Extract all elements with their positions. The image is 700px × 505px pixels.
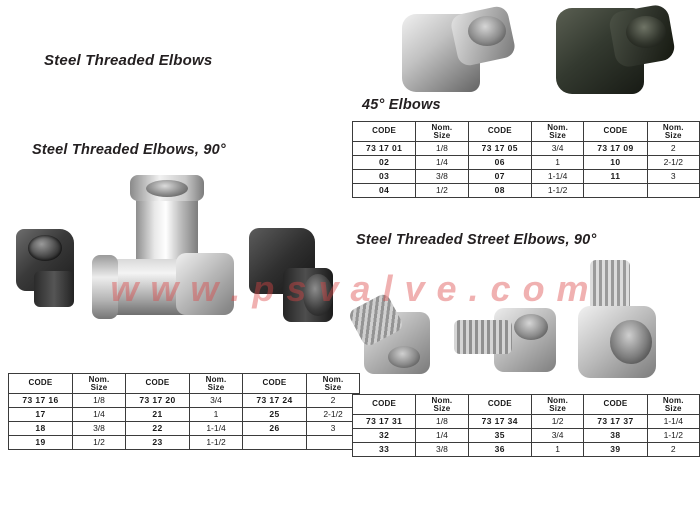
cell-code: 38: [584, 429, 647, 443]
cell-size: 3/4: [531, 142, 583, 156]
table-row: [9, 408, 360, 422]
cell-size: [647, 184, 699, 198]
product-image-street-elbow-2: [452, 294, 568, 386]
cell-size: 1/4: [73, 408, 126, 422]
page-title: Steel Threaded Elbows: [44, 52, 213, 69]
cell-size: 3/4: [531, 429, 583, 443]
table-row: [353, 170, 700, 184]
header-size-3: Nom. Size: [647, 122, 699, 142]
cell-code: 73 17 34: [468, 415, 531, 429]
cell-code: 07: [468, 170, 531, 184]
header-size-1: Nom. Size: [73, 374, 126, 394]
cell-size: 3/4: [190, 394, 243, 408]
cell-size: 3: [307, 422, 360, 436]
product-image-street-elbow-3: [566, 258, 686, 384]
cell-code: 33: [353, 443, 416, 457]
header-code-3: CODE: [584, 395, 647, 415]
cell-size: 1/8: [73, 394, 126, 408]
cell-size: 1/4: [416, 156, 468, 170]
cell-code: 25: [243, 408, 307, 422]
cell-code: 73 17 20: [126, 394, 190, 408]
product-image-silver-90-elbow-large: [92, 175, 242, 325]
cell-size: 1-1/4: [190, 422, 243, 436]
cell-code: [584, 184, 647, 198]
cell-code: 06: [468, 156, 531, 170]
table-header-row: [9, 374, 360, 394]
cell-size: 3/8: [73, 422, 126, 436]
product-image-silver-45-elbow: [398, 6, 518, 98]
header-size-3: Nom. Size: [307, 374, 360, 394]
cell-code: 73 17 24: [243, 394, 307, 408]
table-row: [353, 184, 700, 198]
cell-code: 32: [353, 429, 416, 443]
table-elbows-90: [8, 373, 360, 450]
watermark: w w w . p s v a l v e . c o m: [110, 268, 590, 309]
header-code-1: CODE: [353, 395, 416, 415]
cell-size: 2-1/2: [647, 156, 699, 170]
header-size-1: Nom. Size: [416, 395, 468, 415]
table-street-elbows-90: [352, 394, 700, 457]
cell-size: 1-1/4: [531, 170, 583, 184]
product-image-black-45-elbow: [550, 2, 680, 100]
cell-code: 22: [126, 422, 190, 436]
cell-code: 39: [584, 443, 647, 457]
product-image-black-90-elbow-large: [243, 222, 343, 332]
cell-size: 1: [531, 156, 583, 170]
cell-size: 2: [647, 142, 699, 156]
cell-code: 17: [9, 408, 73, 422]
section-title-street-elbows-90: Steel Threaded Street Elbows, 90°: [356, 232, 597, 248]
table-row: [9, 394, 360, 408]
cell-size: 1/2: [73, 436, 126, 450]
cell-code: [243, 436, 307, 450]
table-elbows-45: [352, 121, 700, 198]
cell-size: 1/4: [416, 429, 468, 443]
cell-size: 1/2: [416, 184, 468, 198]
table-row: [353, 429, 700, 443]
cell-size: 1-1/2: [647, 429, 699, 443]
cell-code: 73 17 09: [584, 142, 647, 156]
cell-size: 3/8: [416, 443, 468, 457]
cell-size: 1: [531, 443, 583, 457]
header-size-2: Nom. Size: [190, 374, 243, 394]
header-code-2: CODE: [468, 395, 531, 415]
header-size-3: Nom. Size: [647, 395, 699, 415]
cell-code: 73 17 01: [353, 142, 416, 156]
cell-size: 2-1/2: [307, 408, 360, 422]
cell-size: 3: [647, 170, 699, 184]
product-image-black-90-elbow-small: [8, 215, 86, 315]
table-row: [353, 443, 700, 457]
cell-code: 73 17 16: [9, 394, 73, 408]
table-row: [9, 436, 360, 450]
cell-code: 73 17 05: [468, 142, 531, 156]
cell-size: 1-1/2: [190, 436, 243, 450]
table-row: [9, 422, 360, 436]
cell-size: 1-1/4: [647, 415, 699, 429]
cell-code: 73 17 37: [584, 415, 647, 429]
cell-size: 2: [647, 443, 699, 457]
table-row: [353, 142, 700, 156]
table-row: [353, 156, 700, 170]
table-header-row: [353, 122, 700, 142]
cell-code: 18: [9, 422, 73, 436]
header-code-1: CODE: [353, 122, 416, 142]
table-row: [353, 415, 700, 429]
section-title-elbows-45: 45° Elbows: [362, 97, 441, 113]
cell-code: 21: [126, 408, 190, 422]
header-code-3: CODE: [243, 374, 307, 394]
header-code-2: CODE: [468, 122, 531, 142]
cell-code: 73 17 31: [353, 415, 416, 429]
header-size-1: Nom. Size: [416, 122, 468, 142]
cell-size: 1/8: [416, 415, 468, 429]
section-title-elbows-90: Steel Threaded Elbows, 90°: [32, 142, 226, 158]
cell-code: 19: [9, 436, 73, 450]
cell-size: 1/2: [531, 415, 583, 429]
product-image-street-elbow-1: [348, 290, 458, 385]
cell-code: 23: [126, 436, 190, 450]
cell-code: 36: [468, 443, 531, 457]
cell-size: 2: [307, 394, 360, 408]
cell-code: 35: [468, 429, 531, 443]
cell-code: 26: [243, 422, 307, 436]
header-size-2: Nom. Size: [531, 122, 583, 142]
cell-size: 1: [190, 408, 243, 422]
cell-size: 1-1/2: [531, 184, 583, 198]
header-code-2: CODE: [126, 374, 190, 394]
cell-code: 02: [353, 156, 416, 170]
cell-size: 1/8: [416, 142, 468, 156]
cell-size: 3/8: [416, 170, 468, 184]
header-code-1: CODE: [9, 374, 73, 394]
cell-code: 11: [584, 170, 647, 184]
header-size-2: Nom. Size: [531, 395, 583, 415]
cell-code: 04: [353, 184, 416, 198]
cell-code: 03: [353, 170, 416, 184]
cell-code: 08: [468, 184, 531, 198]
header-code-3: CODE: [584, 122, 647, 142]
cell-code: 10: [584, 156, 647, 170]
table-header-row: [353, 395, 700, 415]
